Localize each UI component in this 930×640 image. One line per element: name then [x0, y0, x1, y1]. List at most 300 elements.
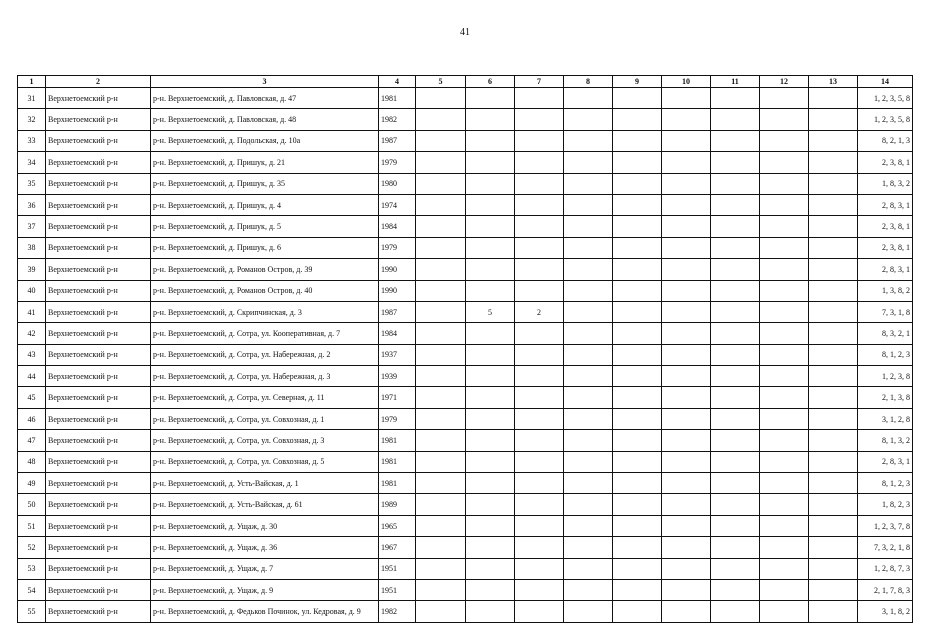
- col7-cell: [515, 558, 564, 579]
- col13-cell: [809, 152, 858, 173]
- col7-cell: [515, 280, 564, 301]
- year-cell: 1980: [379, 173, 416, 194]
- district-cell: Верхнетоемский р-н: [46, 109, 151, 130]
- row-number-cell: 46: [18, 408, 46, 429]
- col10-cell: [662, 387, 711, 408]
- col11-cell: [711, 259, 760, 280]
- address-cell: р-н. Верхнетоемский, д. Пришук, д. 35: [151, 173, 379, 194]
- year-cell: 1974: [379, 194, 416, 215]
- col6-cell: [466, 344, 515, 365]
- year-cell: 1981: [379, 451, 416, 472]
- address-cell: р-н. Верхнетоемский, д. Сотра, ул. Набережная, д. 2: [151, 344, 379, 365]
- table-row: [18, 579, 913, 600]
- year-cell: 1987: [379, 301, 416, 322]
- row-number-cell: 43: [18, 344, 46, 365]
- col9-cell: [613, 323, 662, 344]
- district-cell: Верхнетоемский р-н: [46, 280, 151, 301]
- row-number-cell: 54: [18, 579, 46, 600]
- table-row: [18, 344, 913, 365]
- col9-cell: [613, 601, 662, 622]
- col7-cell: [515, 408, 564, 429]
- col11-cell: [711, 451, 760, 472]
- col7-cell: [515, 109, 564, 130]
- column-header-6: 6: [466, 76, 515, 88]
- table-row: [18, 408, 913, 429]
- col6-cell: [466, 109, 515, 130]
- col11-cell: [711, 601, 760, 622]
- col13-cell: [809, 194, 858, 215]
- col7-cell: [515, 323, 564, 344]
- table-row: [18, 280, 913, 301]
- col5-cell: [416, 451, 466, 472]
- column-header-1: 1: [18, 76, 46, 88]
- col13-cell: [809, 259, 858, 280]
- col12-cell: [760, 173, 809, 194]
- col5-cell: [416, 366, 466, 387]
- col7-cell: 2: [515, 301, 564, 322]
- col6-cell: [466, 473, 515, 494]
- col5-cell: [416, 558, 466, 579]
- district-cell: Верхнетоемский р-н: [46, 130, 151, 151]
- row-number-cell: 52: [18, 537, 46, 558]
- address-cell: р-н. Верхнетоемский, д. Подольская, д. 10а: [151, 130, 379, 151]
- column-header-9: 9: [613, 76, 662, 88]
- col9-cell: [613, 579, 662, 600]
- year-cell: 1990: [379, 259, 416, 280]
- year-cell: 1979: [379, 152, 416, 173]
- year-cell: 1981: [379, 88, 416, 109]
- col11-cell: [711, 280, 760, 301]
- address-cell: р-н. Верхнетоемский, д. Усть-Вайская, д. 1: [151, 473, 379, 494]
- col9-cell: [613, 537, 662, 558]
- col8-cell: [564, 173, 613, 194]
- address-cell: р-н. Верхнетоемский, д. Пришук, д. 5: [151, 216, 379, 237]
- table-row: [18, 152, 913, 173]
- district-cell: Верхнетоемский р-н: [46, 237, 151, 258]
- col9-cell: [613, 259, 662, 280]
- column-header-4: 4: [379, 76, 416, 88]
- col6-cell: [466, 408, 515, 429]
- address-cell: р-н. Верхнетоемский, д. Пришук, д. 4: [151, 194, 379, 215]
- col5-cell: [416, 109, 466, 130]
- year-cell: 1984: [379, 216, 416, 237]
- district-cell: Верхнетоемский р-н: [46, 344, 151, 365]
- col11-cell: [711, 366, 760, 387]
- col7-cell: [515, 194, 564, 215]
- col10-cell: [662, 152, 711, 173]
- district-cell: Верхнетоемский р-н: [46, 194, 151, 215]
- col9-cell: [613, 280, 662, 301]
- column-header-10: 10: [662, 76, 711, 88]
- row-number-cell: 35: [18, 173, 46, 194]
- col12-cell: [760, 280, 809, 301]
- col11-cell: [711, 301, 760, 322]
- col6-cell: [466, 515, 515, 536]
- row-number-cell: 51: [18, 515, 46, 536]
- row-number-cell: 55: [18, 601, 46, 622]
- col5-cell: [416, 130, 466, 151]
- col12-cell: [760, 237, 809, 258]
- col12-cell: [760, 451, 809, 472]
- col12-cell: [760, 515, 809, 536]
- col9-cell: [613, 408, 662, 429]
- col7-cell: [515, 152, 564, 173]
- col11-cell: [711, 387, 760, 408]
- col7-cell: [515, 366, 564, 387]
- row-number-cell: 50: [18, 494, 46, 515]
- row-number-cell: 36: [18, 194, 46, 215]
- row-number-cell: 41: [18, 301, 46, 322]
- table-row: [18, 130, 913, 151]
- row-number-cell: 45: [18, 387, 46, 408]
- col8-cell: [564, 579, 613, 600]
- col10-cell: [662, 451, 711, 472]
- col5-cell: [416, 344, 466, 365]
- col5-cell: [416, 601, 466, 622]
- year-cell: 1981: [379, 473, 416, 494]
- col10-cell: [662, 194, 711, 215]
- col5-cell: [416, 387, 466, 408]
- col10-cell: [662, 537, 711, 558]
- col5-cell: [416, 323, 466, 344]
- col14-cell: 8, 2, 1, 3: [858, 130, 913, 151]
- col14-cell: 7, 3, 2, 1, 8: [858, 537, 913, 558]
- col5-cell: [416, 194, 466, 215]
- col13-cell: [809, 515, 858, 536]
- district-cell: Верхнетоемский р-н: [46, 451, 151, 472]
- col13-cell: [809, 130, 858, 151]
- col5-cell: [416, 430, 466, 451]
- col13-cell: [809, 579, 858, 600]
- row-number-cell: 53: [18, 558, 46, 579]
- col12-cell: [760, 494, 809, 515]
- col5-cell: [416, 473, 466, 494]
- col6-cell: [466, 88, 515, 109]
- year-cell: 1989: [379, 494, 416, 515]
- district-cell: Верхнетоемский р-н: [46, 515, 151, 536]
- col10-cell: [662, 280, 711, 301]
- table-row: [18, 515, 913, 536]
- col8-cell: [564, 344, 613, 365]
- column-header-3: 3: [151, 76, 379, 88]
- col6-cell: [466, 152, 515, 173]
- col8-cell: [564, 601, 613, 622]
- table-row: [18, 109, 913, 130]
- col14-cell: 3, 1, 2, 8: [858, 408, 913, 429]
- table-row: [18, 173, 913, 194]
- year-cell: 1951: [379, 558, 416, 579]
- col6-cell: [466, 259, 515, 280]
- col5-cell: [416, 152, 466, 173]
- col8-cell: [564, 515, 613, 536]
- col11-cell: [711, 537, 760, 558]
- table-row: [18, 558, 913, 579]
- col8-cell: [564, 109, 613, 130]
- district-cell: Верхнетоемский р-н: [46, 473, 151, 494]
- row-number-cell: 42: [18, 323, 46, 344]
- col8-cell: [564, 130, 613, 151]
- col9-cell: [613, 173, 662, 194]
- table-row: [18, 259, 913, 280]
- table-row: [18, 473, 913, 494]
- col6-cell: [466, 366, 515, 387]
- col11-cell: [711, 237, 760, 258]
- col13-cell: [809, 601, 858, 622]
- table-row: [18, 494, 913, 515]
- col14-cell: 8, 3, 2, 1: [858, 323, 913, 344]
- col7-cell: [515, 237, 564, 258]
- year-cell: 1937: [379, 344, 416, 365]
- col6-cell: [466, 237, 515, 258]
- col6-cell: [466, 558, 515, 579]
- col13-cell: [809, 173, 858, 194]
- col11-cell: [711, 323, 760, 344]
- year-cell: 1987: [379, 130, 416, 151]
- district-cell: Верхнетоемский р-н: [46, 558, 151, 579]
- col13-cell: [809, 451, 858, 472]
- address-cell: р-н. Верхнетоемский, д. Романов Остров, д. 39: [151, 259, 379, 280]
- col8-cell: [564, 473, 613, 494]
- col7-cell: [515, 344, 564, 365]
- col8-cell: [564, 451, 613, 472]
- address-cell: р-н. Верхнетоемский, д. Ущаж, д. 9: [151, 579, 379, 600]
- col12-cell: [760, 344, 809, 365]
- col12-cell: [760, 194, 809, 215]
- col8-cell: [564, 494, 613, 515]
- col14-cell: 1, 2, 3, 8: [858, 366, 913, 387]
- col10-cell: [662, 430, 711, 451]
- col14-cell: 1, 8, 3, 2: [858, 173, 913, 194]
- row-number-cell: 40: [18, 280, 46, 301]
- table-row: [18, 216, 913, 237]
- address-cell: р-н. Верхнетоемский, д. Скрипчинская, д. 3: [151, 301, 379, 322]
- col13-cell: [809, 558, 858, 579]
- col12-cell: [760, 408, 809, 429]
- address-cell: р-н. Верхнетоемский, д. Федьков Починок, ул. Кедровая, д. 9: [151, 601, 379, 622]
- col8-cell: [564, 323, 613, 344]
- col5-cell: [416, 579, 466, 600]
- column-header-13: 13: [809, 76, 858, 88]
- col12-cell: [760, 109, 809, 130]
- col8-cell: [564, 301, 613, 322]
- col8-cell: [564, 216, 613, 237]
- col7-cell: [515, 579, 564, 600]
- col13-cell: [809, 387, 858, 408]
- col7-cell: [515, 387, 564, 408]
- col10-cell: [662, 601, 711, 622]
- row-number-cell: 39: [18, 259, 46, 280]
- col6-cell: [466, 173, 515, 194]
- col9-cell: [613, 366, 662, 387]
- col14-cell: 1, 3, 8, 2: [858, 280, 913, 301]
- col13-cell: [809, 366, 858, 387]
- col6-cell: [466, 494, 515, 515]
- col5-cell: [416, 280, 466, 301]
- col8-cell: [564, 88, 613, 109]
- col8-cell: [564, 280, 613, 301]
- address-cell: р-н. Верхнетоемский, д. Ущаж, д. 7: [151, 558, 379, 579]
- col14-cell: 1, 2, 3, 5, 8: [858, 88, 913, 109]
- col14-cell: 1, 2, 3, 5, 8: [858, 109, 913, 130]
- address-cell: р-н. Верхнетоемский, д. Сотра, ул. Набережная, д. 3: [151, 366, 379, 387]
- district-cell: Верхнетоемский р-н: [46, 408, 151, 429]
- col11-cell: [711, 216, 760, 237]
- col12-cell: [760, 366, 809, 387]
- year-cell: 1965: [379, 515, 416, 536]
- table-row: [18, 301, 913, 322]
- col8-cell: [564, 387, 613, 408]
- table-row: [18, 194, 913, 215]
- row-number-cell: 49: [18, 473, 46, 494]
- address-cell: р-н. Верхнетоемский, д. Сотра, ул. Совхозная, д. 1: [151, 408, 379, 429]
- col14-cell: 2, 8, 3, 1: [858, 259, 913, 280]
- col10-cell: [662, 88, 711, 109]
- col7-cell: [515, 173, 564, 194]
- col12-cell: [760, 130, 809, 151]
- year-cell: 1982: [379, 601, 416, 622]
- col13-cell: [809, 408, 858, 429]
- row-number-cell: 44: [18, 366, 46, 387]
- table-body: [18, 88, 913, 623]
- col6-cell: [466, 451, 515, 472]
- col12-cell: [760, 537, 809, 558]
- col6-cell: [466, 280, 515, 301]
- row-number-cell: 37: [18, 216, 46, 237]
- col12-cell: [760, 601, 809, 622]
- col5-cell: [416, 216, 466, 237]
- year-cell: 1967: [379, 537, 416, 558]
- col7-cell: [515, 515, 564, 536]
- col10-cell: [662, 259, 711, 280]
- col9-cell: [613, 515, 662, 536]
- column-header-8: 8: [564, 76, 613, 88]
- col12-cell: [760, 259, 809, 280]
- page-number: 41: [460, 27, 470, 38]
- col6-cell: [466, 537, 515, 558]
- year-cell: 1979: [379, 237, 416, 258]
- col12-cell: [760, 430, 809, 451]
- column-header-5: 5: [416, 76, 466, 88]
- col7-cell: [515, 88, 564, 109]
- year-cell: 1971: [379, 387, 416, 408]
- address-cell: р-н. Верхнетоемский, д. Усть-Вайская, д. 61: [151, 494, 379, 515]
- col6-cell: [466, 323, 515, 344]
- col11-cell: [711, 109, 760, 130]
- col7-cell: [515, 430, 564, 451]
- year-cell: 1939: [379, 366, 416, 387]
- col6-cell: [466, 579, 515, 600]
- col6-cell: [466, 430, 515, 451]
- col9-cell: [613, 430, 662, 451]
- col9-cell: [613, 194, 662, 215]
- district-cell: Верхнетоемский р-н: [46, 387, 151, 408]
- col10-cell: [662, 323, 711, 344]
- column-header-7: 7: [515, 76, 564, 88]
- col11-cell: [711, 173, 760, 194]
- col6-cell: [466, 130, 515, 151]
- col13-cell: [809, 537, 858, 558]
- col10-cell: [662, 408, 711, 429]
- table-row: [18, 323, 913, 344]
- col14-cell: 1, 2, 8, 7, 3: [858, 558, 913, 579]
- col8-cell: [564, 194, 613, 215]
- district-cell: Верхнетоемский р-н: [46, 494, 151, 515]
- col11-cell: [711, 494, 760, 515]
- col5-cell: [416, 537, 466, 558]
- col11-cell: [711, 152, 760, 173]
- col9-cell: [613, 344, 662, 365]
- col11-cell: [711, 579, 760, 600]
- table-row: [18, 387, 913, 408]
- col10-cell: [662, 344, 711, 365]
- col7-cell: [515, 473, 564, 494]
- row-number-cell: 31: [18, 88, 46, 109]
- col13-cell: [809, 473, 858, 494]
- col12-cell: [760, 323, 809, 344]
- col11-cell: [711, 430, 760, 451]
- col9-cell: [613, 130, 662, 151]
- col8-cell: [564, 430, 613, 451]
- col5-cell: [416, 408, 466, 429]
- col7-cell: [515, 601, 564, 622]
- col9-cell: [613, 88, 662, 109]
- col10-cell: [662, 237, 711, 258]
- col11-cell: [711, 408, 760, 429]
- col11-cell: [711, 515, 760, 536]
- col14-cell: 8, 1, 2, 3: [858, 344, 913, 365]
- col9-cell: [613, 387, 662, 408]
- col9-cell: [613, 152, 662, 173]
- col13-cell: [809, 216, 858, 237]
- col5-cell: [416, 515, 466, 536]
- col7-cell: [515, 216, 564, 237]
- col11-cell: [711, 473, 760, 494]
- col14-cell: 1, 2, 3, 7, 8: [858, 515, 913, 536]
- district-cell: Верхнетоемский р-н: [46, 173, 151, 194]
- col14-cell: 2, 8, 3, 1: [858, 194, 913, 215]
- col13-cell: [809, 301, 858, 322]
- col11-cell: [711, 130, 760, 151]
- col10-cell: [662, 366, 711, 387]
- col7-cell: [515, 130, 564, 151]
- district-cell: Верхнетоемский р-н: [46, 88, 151, 109]
- col7-cell: [515, 494, 564, 515]
- address-cell: р-н. Верхнетоемский, д. Сотра, ул. Кооперативная, д. 7: [151, 323, 379, 344]
- col9-cell: [613, 494, 662, 515]
- col14-cell: 1, 8, 2, 3: [858, 494, 913, 515]
- address-cell: р-н. Верхнетоемский, д. Пришук, д. 21: [151, 152, 379, 173]
- col8-cell: [564, 558, 613, 579]
- col14-cell: 8, 1, 2, 3: [858, 473, 913, 494]
- address-cell: р-н. Верхнетоемский, д. Ущаж, д. 30: [151, 515, 379, 536]
- column-header-11: 11: [711, 76, 760, 88]
- col9-cell: [613, 109, 662, 130]
- col7-cell: [515, 451, 564, 472]
- col14-cell: 2, 8, 3, 1: [858, 451, 913, 472]
- col13-cell: [809, 237, 858, 258]
- table-row: [18, 537, 913, 558]
- row-number-cell: 32: [18, 109, 46, 130]
- col6-cell: 5: [466, 301, 515, 322]
- col11-cell: [711, 88, 760, 109]
- header-row: [18, 76, 913, 88]
- col9-cell: [613, 558, 662, 579]
- year-cell: 1990: [379, 280, 416, 301]
- col10-cell: [662, 216, 711, 237]
- col14-cell: 2, 1, 7, 8, 3: [858, 579, 913, 600]
- col14-cell: 2, 3, 8, 1: [858, 152, 913, 173]
- col8-cell: [564, 366, 613, 387]
